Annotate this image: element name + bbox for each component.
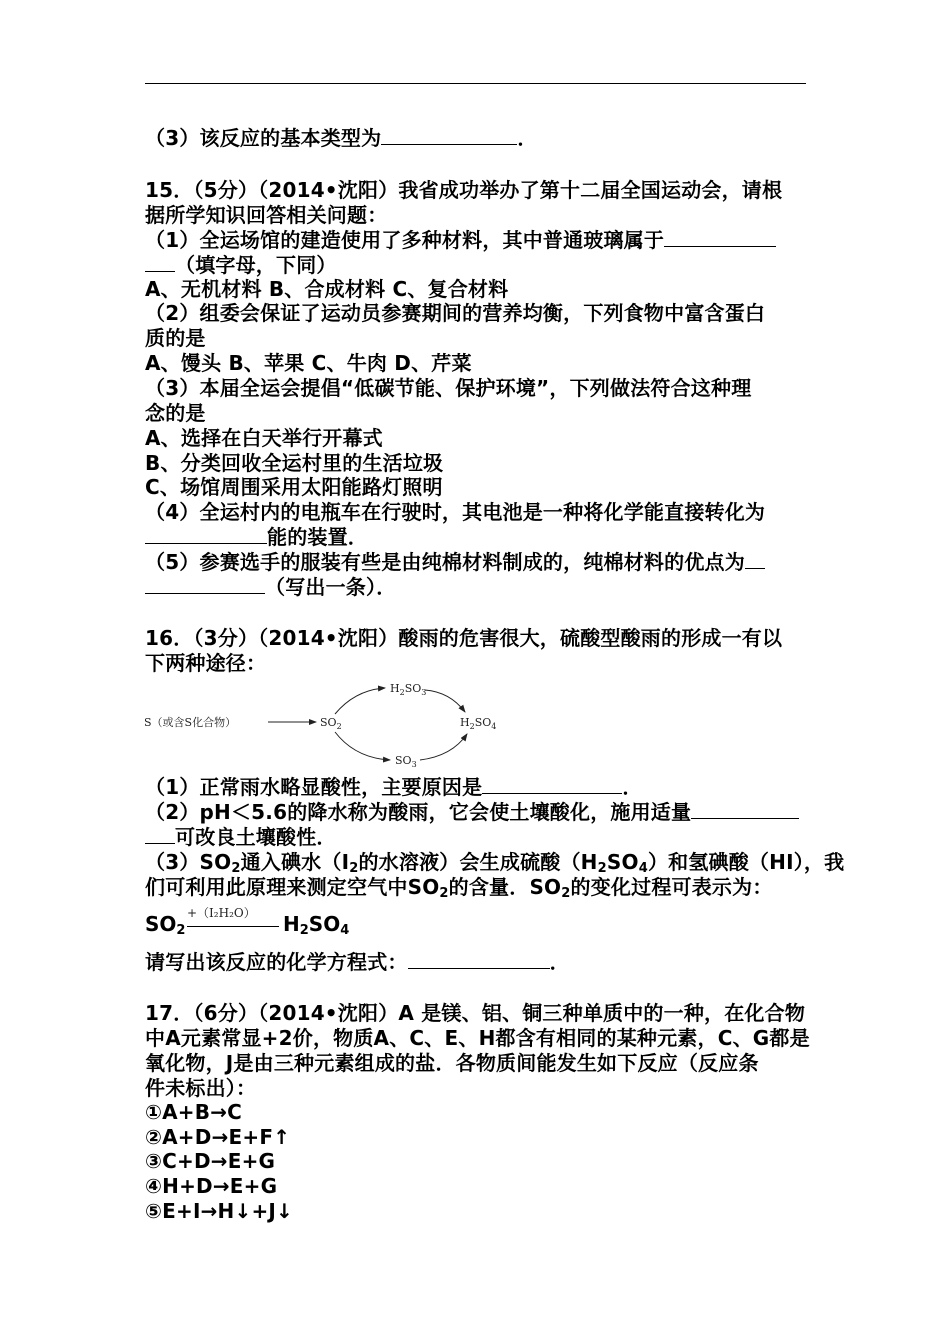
q16-part2-line2: 可改良土壤酸性．: [145, 824, 337, 850]
q15-stem-line1: 15．（5分）（2014•沈阳）我省成功举办了第十二届全国运动会，请根: [145, 178, 783, 202]
q17-reaction-2: ②A+D→E+F↑: [145, 1125, 291, 1149]
q16-part1: （1）正常雨水略显酸性，主要原因是 ．: [145, 775, 643, 799]
q17-reaction-5: ⑤E+I→H↓+J↓: [145, 1199, 294, 1223]
q15-part3-line2: 念的是: [145, 401, 206, 425]
answer-blank[interactable]: [145, 525, 267, 544]
q17-stem-line3: 氧化物，J是由三种元素组成的盐．各物质间能发生如下反应（反应条: [145, 1051, 759, 1075]
diagram-h2so4-label: $H_2SO_4$: [460, 716, 497, 731]
q16-stem-line1: 16．（3分）（2014•沈阳）酸雨的危害很大，硫酸型酸雨的形成一有以: [145, 626, 783, 650]
header-rule: [145, 83, 806, 84]
q15-part1-line1: （1）全运场馆的建造使用了多种材料，其中普通玻璃属于: [145, 227, 776, 253]
q17-stem-line4: 件未标出）：: [145, 1076, 257, 1100]
q15-stem-line2: 据所学知识回答相关问题：: [145, 203, 388, 227]
diagram-so3-label: $SO_3$: [395, 754, 417, 769]
diagram-h2so3-label: $H_2SO_3$: [390, 682, 427, 697]
q15-part1-line2: （填字母，下同）: [145, 252, 337, 278]
q17-reaction-3: ③C+D→E+G: [145, 1149, 276, 1173]
reaction-condition: +（I₂H₂O）: [187, 906, 256, 920]
q15-part2-options: A、馒头 B、苹果 C、牛肉 D、芹菜: [145, 351, 472, 375]
q15-part2-line2: 质的是: [145, 326, 206, 350]
answer-blank[interactable]: [664, 228, 776, 247]
q16-stem-line2: 下两种途径：: [145, 651, 267, 675]
q17-reaction-1: ①A+B→C: [145, 1100, 243, 1124]
q15-part1-options: A、无机材料 B、合成材料 C、复合材料: [145, 277, 509, 301]
answer-blank[interactable]: [145, 825, 175, 844]
q15-part4-line2: 能的装置．: [145, 524, 368, 550]
q14-part3: （3）该反应的基本类型为 ．: [145, 126, 538, 150]
q17-reaction-4: ④H+D→E+G: [145, 1174, 278, 1198]
arrow-h2so3-to-h2so4: [425, 690, 465, 712]
answer-blank[interactable]: [408, 950, 550, 969]
arrow-so2-to-so3: [335, 732, 390, 760]
q16-part2-line1: （2）pH＜5.6的降水称为酸雨，它会使土壤酸化，施用适量: [145, 799, 799, 825]
answer-blank[interactable]: [745, 550, 765, 569]
answer-blank[interactable]: [691, 800, 799, 819]
arrow-so3-to-h2so4: [420, 734, 467, 760]
diagram-start-label: S（或含S化合物）: [144, 716, 237, 729]
q15-part5-line2: （写出一条）．: [145, 574, 396, 600]
q15-part5-line1: （5）参赛选手的服装有些是由纯棉材料制成的，纯棉材料的优点为: [145, 549, 765, 575]
reaction-arrow: [187, 926, 279, 927]
q16-part3-line3: 请写出该反应的化学方程式： ．: [145, 950, 570, 974]
q15-part3-option-b: B、分类回收全运村里的生活垃圾: [145, 451, 444, 475]
q17-stem-line1: 17．（6分）（2014•沈阳）A 是镁、铝、铜三种单质中的一种，在化合物: [145, 1001, 806, 1025]
answer-blank[interactable]: [145, 575, 265, 594]
q15-part3-option-c: C、场馆周围采用太阳能路灯照明: [145, 475, 443, 499]
q16-part3-line1: $(3)SO_2$通入碘水（$I_2$的水溶液）会生成硫酸$(H_2SO_4)$和氢碘酸（HI），我: [145, 850, 845, 876]
q15-part2-line1: （2）组委会保证了运动员参赛期间的营养均衡，下列食物中富含蛋白: [145, 301, 766, 325]
q15-part3-line1: （3）本届全运会提倡“低碳节能、保护环境”，下列做法符合这种理: [145, 376, 752, 400]
diagram-so2-label: $SO_2$: [320, 716, 342, 731]
q15-part3-option-a: A、选择在白天举行开幕式: [145, 426, 383, 450]
q17-stem-line2: 中A元素常显+2价，物质A、C、E、H都含有相同的某种元素，C、G都是: [145, 1026, 810, 1050]
q15-part4-line1: （4）全运村内的电瓶车在行驶时，其电池是一种将化学能直接转化为: [145, 500, 766, 524]
answer-blank[interactable]: [381, 126, 517, 145]
answer-blank[interactable]: [145, 253, 175, 272]
answer-blank[interactable]: [482, 775, 622, 794]
arrow-so2-to-h2so3: [335, 688, 385, 714]
q16-part3-line2: 们可利用此原理来测定空气中$SO_2$的含量．$SO_2$的变化过程可表示为：: [145, 875, 773, 901]
acid-rain-pathway-diagram: [140, 680, 510, 770]
